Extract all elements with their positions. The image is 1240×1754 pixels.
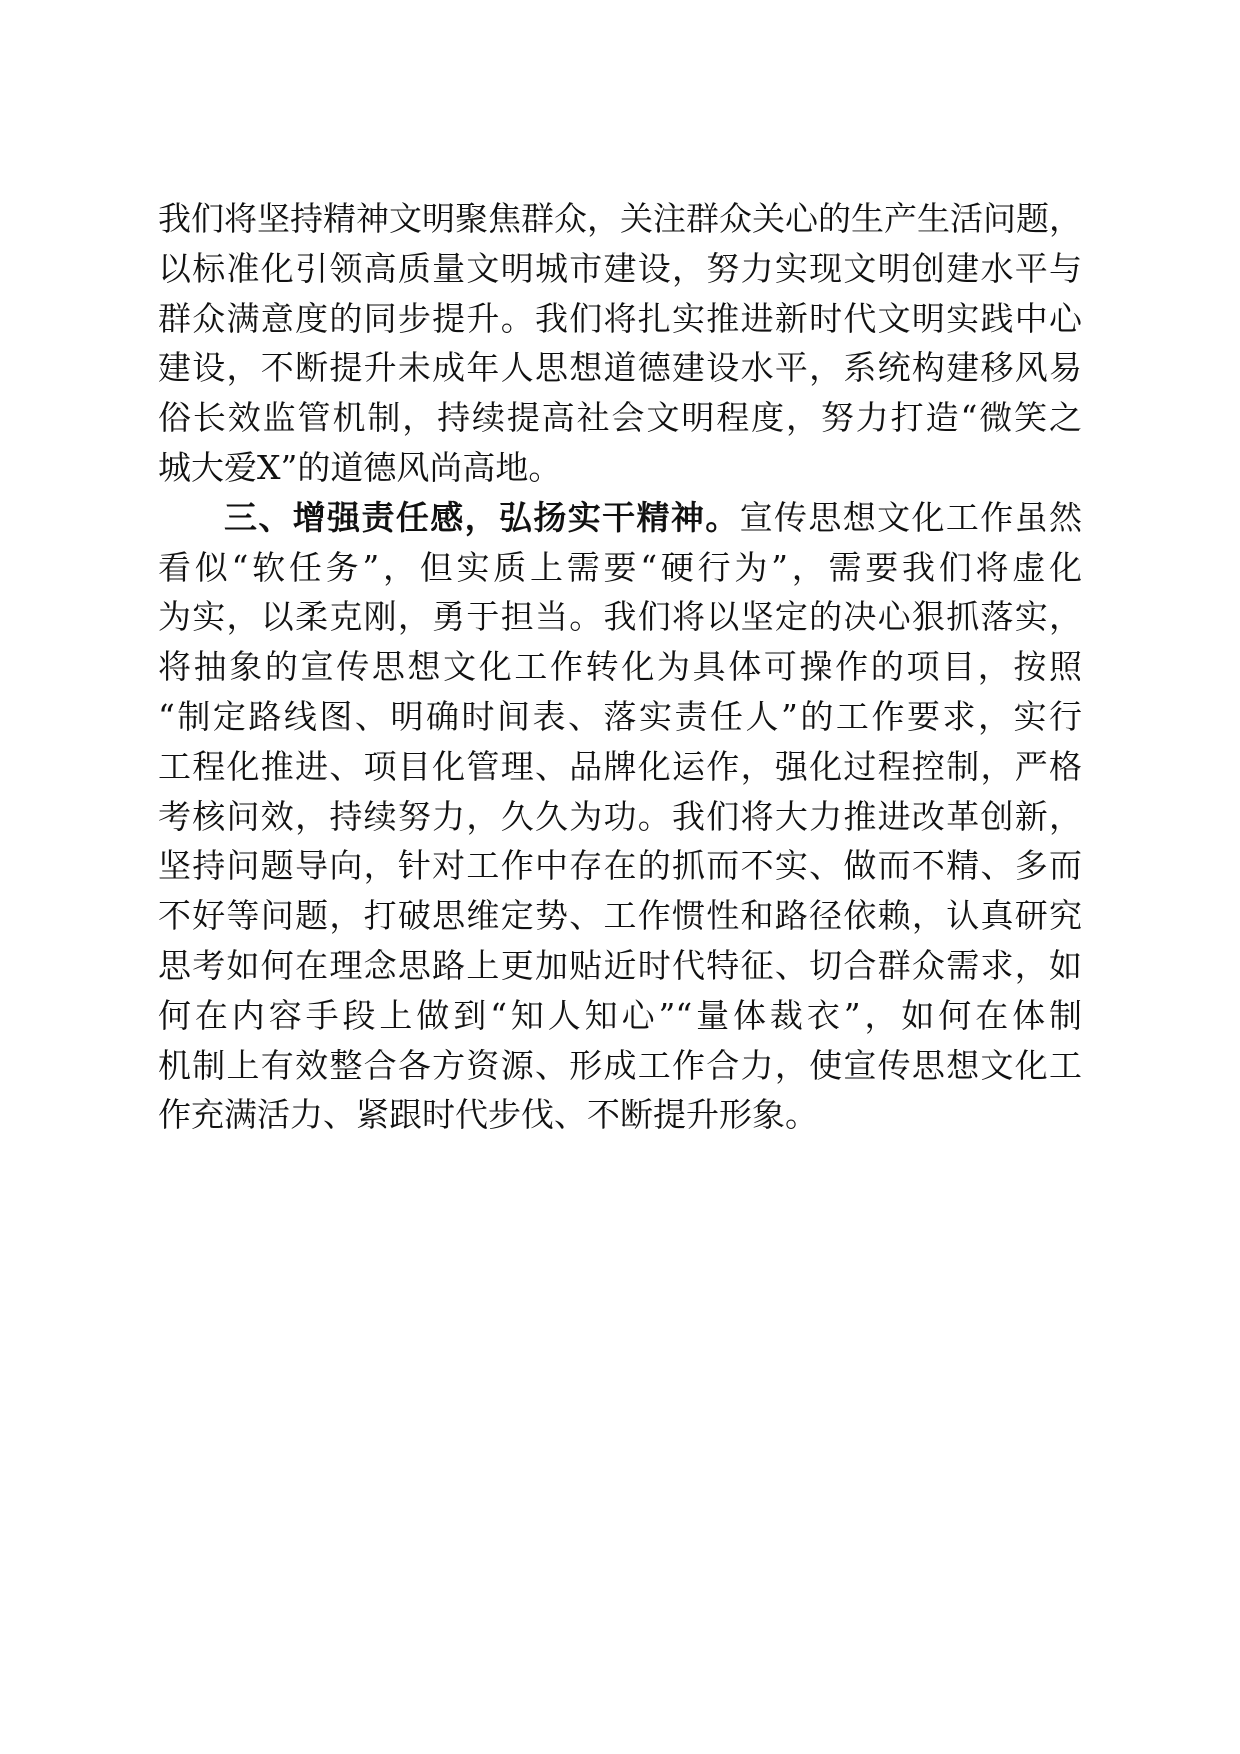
paragraph-1 — [158, 194, 1082, 493]
text-line: 看似“软任务”，但实质上需要“硬行为”，需要我们将虚化 — [158, 547, 1082, 587]
text-line: 建设，不断提升未成年人思想道德建设水平，系统构建移风易 — [158, 348, 1082, 388]
text-line: 为实，以柔克刚，勇于担当。我们将以坚定的决心狠抓落实， — [158, 597, 1082, 637]
text-line: 何在内容手段上做到“知人知心”“量体裁衣”，如何在体制 — [158, 995, 1082, 1035]
text-line: 我们将坚持精神文明聚焦群众，关注群众关心的生产生活问题， — [158, 199, 1082, 238]
text-line: 思考如何在理念思路上更加贴近时代特征、切合群众需求，如 — [158, 945, 1082, 985]
text-line: 以标准化引领高质量文明城市建设，努力实现文明创建水平与 — [158, 248, 1082, 288]
text-line: 机制上有效整合各方资源、形成工作合力，使宣传思想文化工 — [158, 1045, 1082, 1085]
text-line: 城大爱X”的道德风尚高地。 — [158, 447, 562, 487]
text-line: 考核问效，持续努力，久久为功。我们将大力推进改革创新， — [158, 796, 1082, 836]
document-body — [158, 194, 1082, 1140]
paragraph-first-line — [158, 493, 1082, 543]
text-line: 群众满意度的同步提升。我们将扎实推进新时代文明实践中心 — [158, 298, 1082, 338]
text-line: “制定路线图、明确时间表、落实责任人”的工作要求，实行 — [158, 696, 1082, 736]
text-segment: 宣传思想文化工作虽然 — [739, 497, 1082, 537]
paragraph-2 — [158, 493, 1082, 1140]
text-line: 工程化推进、项目化管理、品牌化运作，强化过程控制，严格 — [158, 746, 1082, 786]
text-line: 作充满活力、紧跟时代步伐、不断提升形象。 — [158, 1095, 818, 1135]
text-line: 将抽象的宣传思想文化工作转化为具体可操作的项目，按照 — [158, 647, 1082, 687]
section-heading: 三、增强责任感，弘扬实干精神。 — [224, 497, 740, 537]
text-line: 俗长效监管机制，持续提高社会文明程度，努力打造“微笑之 — [158, 398, 1082, 438]
text-line: 坚持问题导向，针对工作中存在的抓而不实、做而不精、多而 — [158, 846, 1082, 886]
text-line: 不好等问题，打破思维定势、工作惯性和路径依赖，认真研究 — [158, 896, 1082, 936]
